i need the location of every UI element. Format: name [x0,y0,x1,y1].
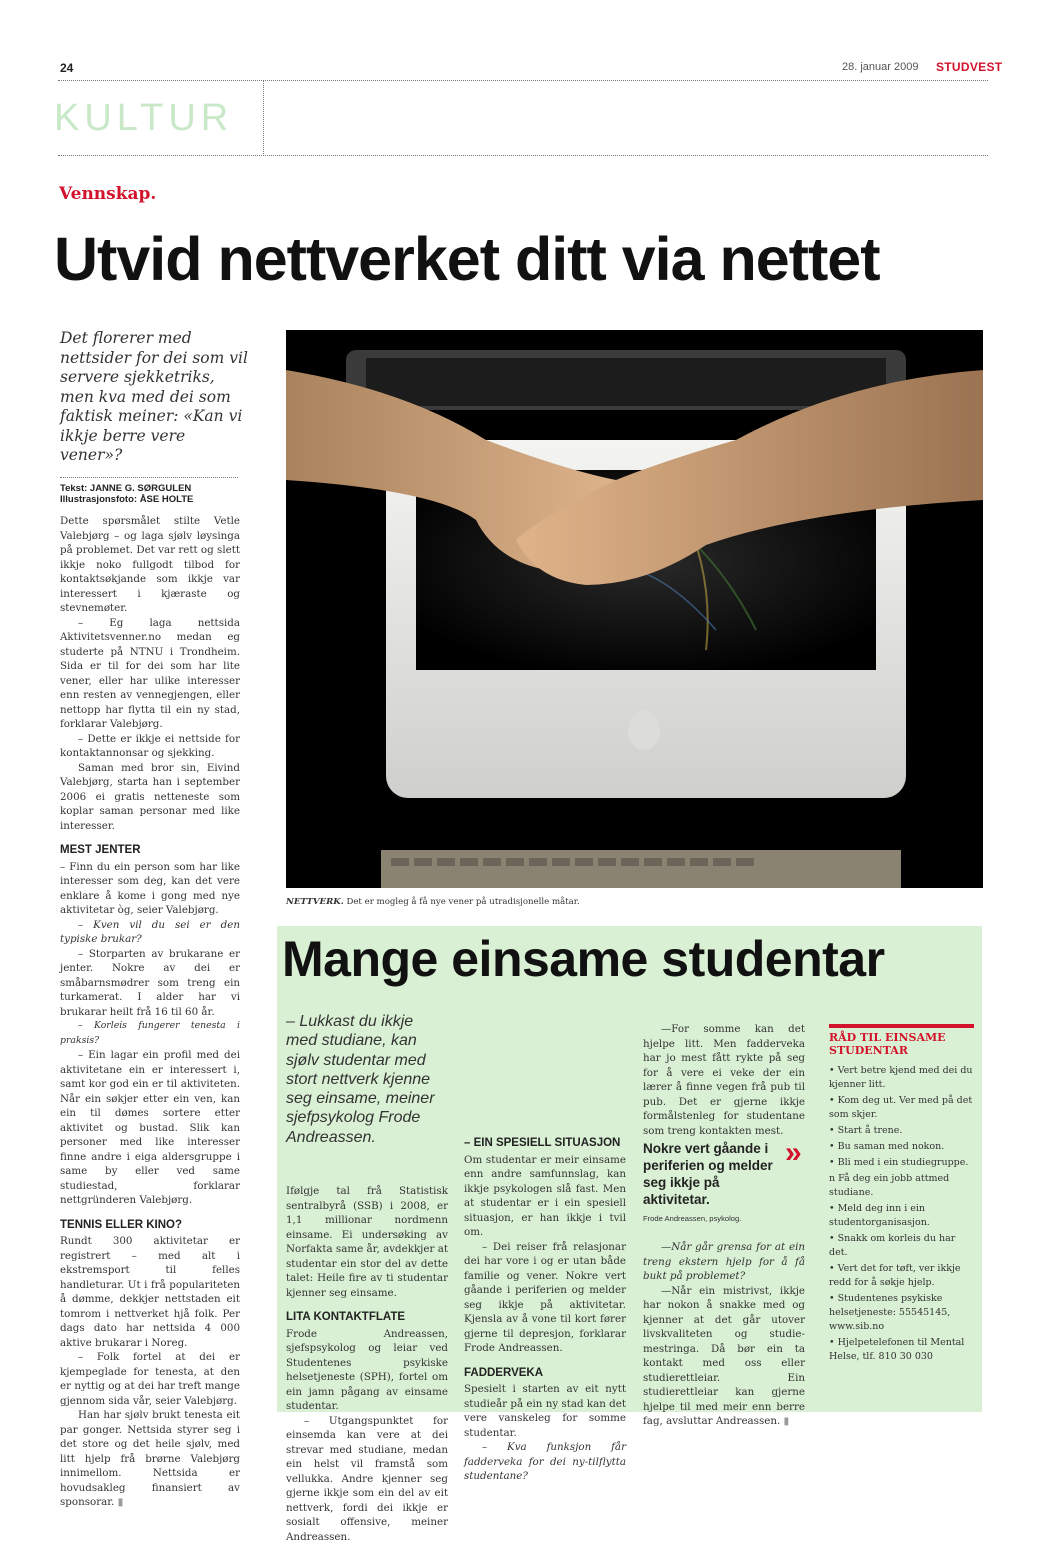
end-mark-icon: ▮ [784,1415,790,1427]
paragraph: —For somme kan det hjelpe litt. Men fadderveka har jo mest fått rykte på seg for å vere ei veke der ein lærer å finne vegen frå pub til pub. Det er gjerne ikkje formålstenleg for studentane som treng kontakten mest. [643,1022,805,1138]
box-column-1 [286,1184,448,1544]
end-mark-icon: ▮ [118,1496,124,1508]
list-item: • Bli med i ein studiegruppe. [829,1156,974,1170]
brand-logo: STUDVEST [936,60,1002,74]
paragraph [643,1284,805,1429]
header-rule [58,155,988,156]
box-column-3-lower [643,1240,805,1429]
page-number: 24 [60,61,73,75]
paragraph: – Dei reiser frå relasjonar dei har vore i og er utan både familie og vener. Nokre vert gåande i periferien og melder seg ikkje på aktivitetar. Kjensla av å vone til kort fører gjerne til depresjon, forklarar Frode Andreassen. [464,1240,626,1356]
paragraph: Frode Andreassen, sjefspsykolog og leiar ved Studentenes psykiske helsetjeneste (SPH), fortel om ein jamn pågang av einsame studentar. [286,1327,448,1414]
question: – Korleis fungerer tenesta i praksis? [60,1019,240,1048]
tips-list [829,1064,974,1366]
subheading: LITA KONTAKTFLATE [286,1310,448,1325]
subheading: TENNIS ELLER KINO? [60,1218,240,1233]
paragraph-text: Han har sjølv brukt tenesta eit par gonger. Nettsida styrer seg i det store og det heile sjølv, med litt hjelp frå brørne Valebjørg innimellom. Nettsida er hovudsakleg finansiert av sponsorar. [60,1409,240,1508]
paragraph: – Finn du ein person som har like interesser som deg, kan det vere enklare å kome i gong med nye aktivitetar òg, seier Valebjørg. [60,860,240,918]
list-item: n Få deg ein jobb attmed studiane. [829,1172,974,1200]
pull-quote: Nokre vert gåande i periferien og melder seg ikkje på aktivitetar. [643,1140,783,1208]
paragraph: – Dette er ikkje ei nettside for kontaktannonsar og sjekking. [60,732,240,761]
box-column-2 [464,1008,626,1484]
paragraph: Rundt 300 aktivitetar er registrert – med alt i ekstremsport til felles handleturar. Ut i frå populariteten å dømme, dekkjer nettstaden eit tomrom i nettverket hjå folk. Per dags dato har nettsida 4 000 aktive brukarar i Noreg. [60,1234,240,1350]
paragraph: Spesielt i starten av eit nytt studieår på ein ny stad kan det vere vanskeleg for somme studentar. [464,1382,626,1440]
section-title: KULTUR [54,97,233,140]
article-body [60,514,240,1510]
section-divider [263,80,264,156]
list-item: • Bu saman med nokon. [829,1140,974,1154]
credit-text: Tekst: JANNE G. SØRGULEN [60,483,191,494]
caption-text: Det er mogleg å få nye vener på utradisjonelle måtar. [346,897,579,907]
issue-date: 28. januar 2009 [842,61,918,73]
paragraph: Om studentar er meir einsame enn andre samfunnslag, kan ikkje psykologen slå fast. Men at studentar er i ein spesiell situasjon, er han ikkje i tvil om. [464,1153,626,1240]
list-item: • Vert det for tøft, ver ikkje redd for å søkje hjelp. [829,1262,974,1290]
list-item: • Hjelpetelefonen til Mental Helse, tlf. 810 30 030 [829,1336,974,1364]
subheading: FADDERVEKA [464,1366,626,1381]
caption-label: NETTVERK. [286,897,344,907]
article-kicker: Vennskap. [59,184,156,204]
paragraph: – Storparten av brukarane er jenter. Nokre av dei er småbarnsmødrer som treng ein turkamerat. I alder har vi brukarar heilt frå 16 til 60 år. [60,947,240,1020]
subheading: – EIN SPESIELL SITUASJON [464,1136,626,1151]
handshake-photo [286,330,983,888]
list-item: • Kom deg ut. Ver med på det som skjer. [829,1094,974,1122]
list-item: • Meld deg inn i ein studentorganisasjon. [829,1202,974,1230]
list-item: • Studentenes psykiske helsetjeneste: 55545145, www.sib.no [829,1292,974,1334]
subheading: MEST JENTER [60,843,240,858]
article-headline: Utvid nettverket ditt via nettet [54,226,880,293]
paragraph: – Utgangspunktet for einsemda kan vere at dei strevar med studiane, medan ein helst vil framstå som vellukka. Andre kjenner seg gjerne ikkje som ein del av eit nettverk, fordi dei ikkje er sosialt offensive, meiner Andreassen. [286,1414,448,1544]
paragraph: Saman med bror sin, Eivind Valebjørg, starta han i september 2006 ei gratis netteneste som koplar saman personar med like interesser. [60,761,240,834]
tips-bar [829,1024,974,1028]
paragraph: – Ein lagar ein profil med dei aktivitetane ein er interessert i, samt kor god ein er til aktiviteten. Når ein søkjer etter ein ven, kan ein til dømes sortere etter aktivitet og bustad. Slik kan personer med like interesser finne andre i eiga aldersgruppe i same by eller ved same studiestad, forklarar nettgründeren Valebjørg. [60,1048,240,1208]
box-column-3 [643,1008,805,1138]
top-rule [58,80,988,81]
paragraph [60,1408,240,1510]
credit-photo: Illustrasjonsfoto: ÅSE HOLTE [60,494,193,505]
article-intro: Det florerer med nettsider for dei som vil servere sjekketriks, men kva med dei som faktisk meiner: «Kan vi ikkje berre vere vener»? [60,329,250,466]
box-headline: Mange einsame studentar [282,932,885,987]
intro-rule [60,477,238,478]
question: – Kva funksjon får fadderveka for dei ny-tilflytta studentane? [464,1440,626,1484]
tips-title: RÅD TIL EINSAME STUDENTAR [829,1031,974,1057]
paragraph-text: —Når ein mistrivst, ikkje har nokon å snakke med og kjenner at det går utover livskvaliteten og studie-mestringa. Då bør ein ta kontakt med oss eller studierettleiar. Ein studierettleiar kan gjerne hjelpe til med meir enn berre fag, avsluttar Andreassen. [643,1285,805,1428]
photo-caption [286,897,580,907]
question: —Når går grensa for at ein treng ekstern hjelp for å få bukt på problemet? [643,1240,805,1284]
paragraph: – Folk fortel at dei er kjempeglade for tenesta, at den er nyttig og at dei har treft mange gjennom sida vår, seier Valebjørg. [60,1350,240,1408]
list-item: • Start å trene. [829,1124,974,1138]
box-intro: – Lukkast du ikkje med studiane, kan sjølv studentar med stort nettverk kjenne seg einsame, meiner sjefpsykolog Frode Andreassen. [286,1012,448,1147]
paragraph: Dette spørsmålet stilte Vetle Valebjørg – og laga sjølv løysinga på problemet. Det var rett og slett ikkje noko fullgodt tilbod for kontaktsøkjande som ikkje var interessert i kjæraste og stevnemøter. [60,514,240,616]
paragraph: Ifølgje tal frå Statistisk sentralbyrå (SSB) i 2008, er 1,1 millionar nordmenn einsame. Ei undersøking av Norfakta same år, avdekkjer at studentar ein stor del av dette talet: Heile fire av ti studentar kjenner seg einsame. [286,1184,448,1300]
question: – Kven vil du sei er den typiske brukar? [60,918,240,947]
quote-source: Frode Andreassen, psykolog. [643,1214,741,1223]
paragraph: – Eg laga nettsida Aktivitetsvenner.no medan eg studerte på NTNU i Trondheim. Sida er til for dei som har lite vener, eller har ulike interesser enn resten av vennegjengen, eller nettopp har flytta til ein ny stad, forklarar Valebjørg. [60,616,240,732]
quote-mark-icon: » [785,1136,802,1170]
list-item: • Vert betre kjend med dei du kjenner litt. [829,1064,974,1092]
list-item: • Snakk om korleis du har det. [829,1232,974,1260]
